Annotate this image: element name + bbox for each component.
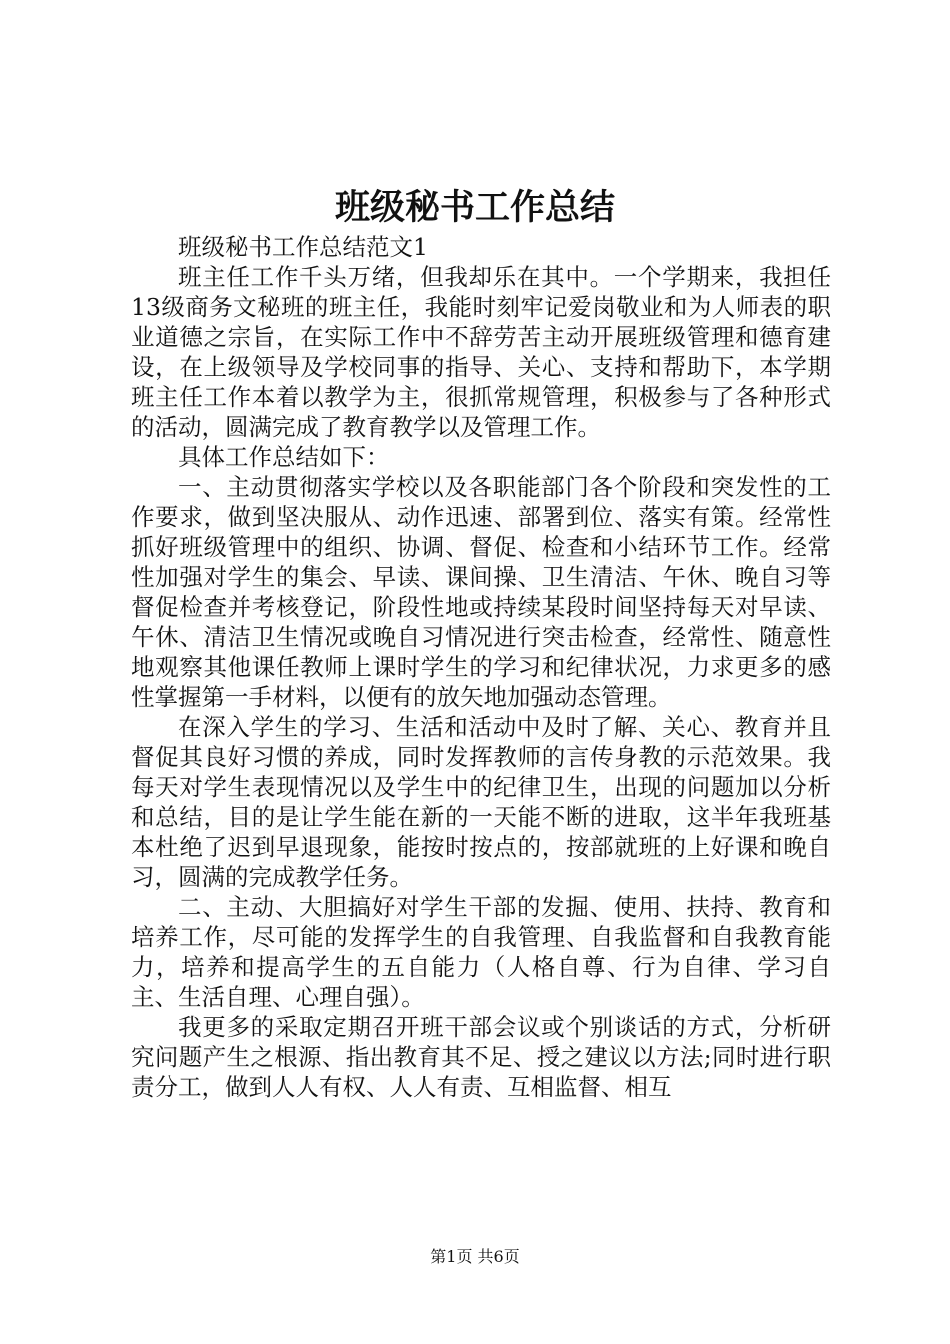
paragraph: 具体工作总结如下： (178, 443, 390, 471)
paragraph: 班主任工作千头万绪，但我却乐在其中。一个学期来，我担任13级商务文秘班的班主任，我能时刻牢记爱岗敬业和为人师表的职业道德之宗旨，在实际工作中不辞劳苦主动开展班级管理和德育建设，在上级领导及学校同事的指导、关心、支持和帮助下，本学期班主任工作本着以教学为主，很抓常规管理，积极参与了各种形式的活动，圆满完成了教育教学以及管理工作。 (131, 263, 831, 441)
page-footer: 第1页 共6页 (430, 1247, 520, 1266)
paragraph: 一、主动贯彻落实学校以及各职能部门各个阶段和突发性的工作要求，做到坚决服从、动作迅速、部署到位、落实有策。经常性抓好班级管理中的组织、协调、督促、检查和小结环节工作。经常性加强对学生的集会、早读、课间操、卫生清洁、午休、晚自习等督促检查并考核登记，阶段性地或持续某段时间坚持每天对早读、午休、清洁卫生情况或晚自习情况进行突击检查，经常性、随意性地观察其他课任教师上课时学生的学习和纪律状况，力求更多的感性掌握第一手材料，以便有的放矢地加强动态管理。 (131, 473, 831, 711)
document-body (131, 232, 831, 1102)
paragraph: 在深入学生的学习、生活和活动中及时了解、关心、教育并且督促其良好习惯的养成，同时发挥教师的言传身教的示范效果。我每天对学生表现情况以及学生中的纪律卫生，出现的问题加以分析和总结，目的是让学生能在新的一天能不断的进取，这半年我班基本杜绝了迟到早退现象，能按时按点的，按部就班的上好课和晚自习，圆满的完成教学任务。 (131, 713, 831, 891)
document-title: 班级秘书工作总结 (334, 187, 615, 228)
paragraph: 我更多的采取定期召开班干部会议或个别谈话的方式，分析研究问题产生之根源、指出教育其不足、授之建议以方法;同时进行职责分工，做到人人有权、人人有责、互相监督、相互 (131, 1013, 831, 1101)
paragraph-subtitle: 班级秘书工作总结范文1 (178, 233, 428, 261)
paragraph: 二、主动、大胆搞好对学生干部的发掘、使用、扶持、教育和培养工作，尽可能的发挥学生的自我管理、自我监督和自我教育能力，培养和提高学生的五自能力（人格自尊、行为自律、学习自主、生活自理、心理自强）。 (131, 893, 831, 1011)
